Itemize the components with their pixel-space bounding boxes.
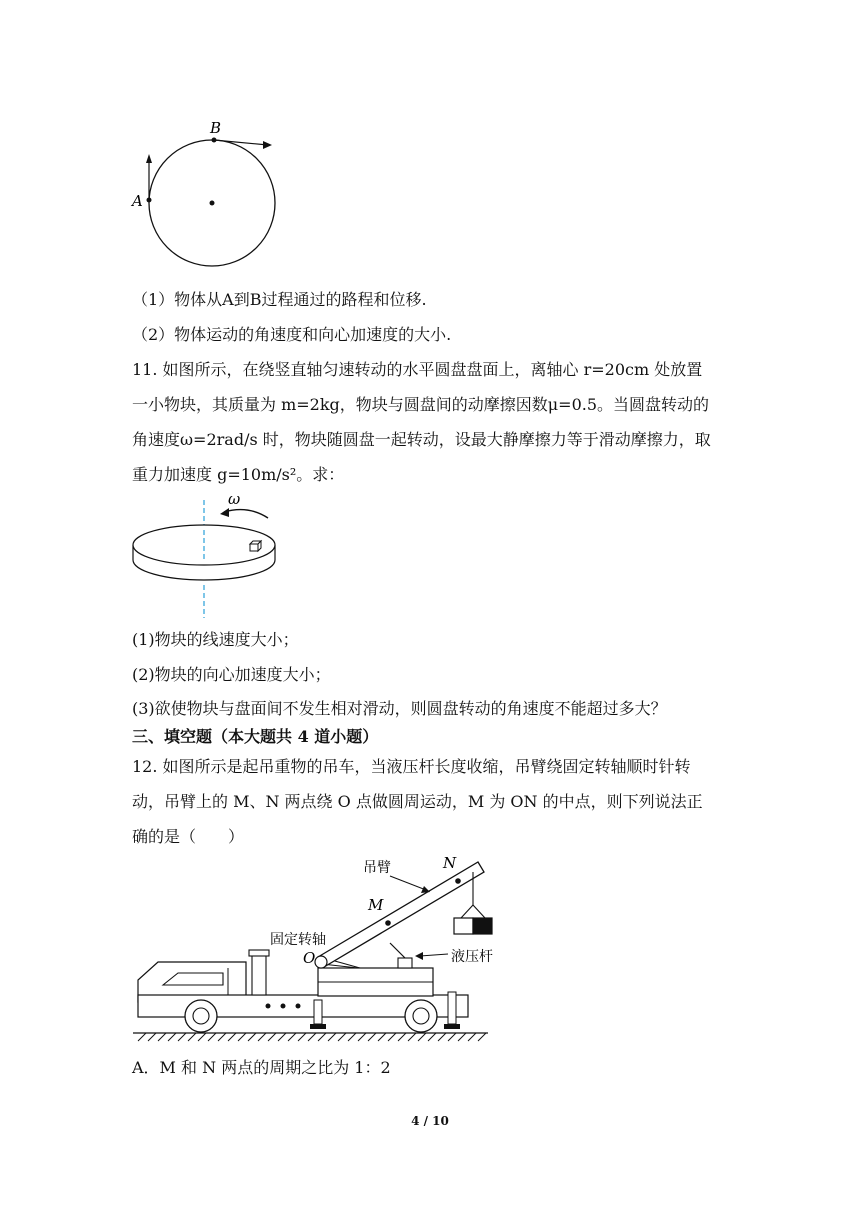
label-a: A	[132, 192, 143, 210]
label-b: B	[210, 119, 222, 137]
block-icon	[250, 541, 261, 551]
velocity-arrow-b	[214, 140, 268, 145]
hydraulic-rod-link	[390, 943, 405, 958]
rear-column-cap	[249, 950, 269, 956]
label-rod: 液压杆	[451, 949, 493, 965]
label-arm: 吊臂	[363, 860, 391, 876]
bolt	[281, 1004, 286, 1009]
arrowhead-a	[146, 154, 152, 163]
q11-line2: 一小物块，其质量为 m=2kg，物块与圆盘间的动摩擦因数μ=0.5。当圆盘转动的	[132, 395, 710, 414]
pivot-o	[315, 956, 327, 968]
q11-line1: 11. 如图所示，在绕竖直轴匀速转动的水平圆盘盘面上，离轴心 r=20cm 处放置	[132, 360, 703, 379]
hydraulic-rod	[398, 958, 412, 968]
q11-sub2: (2)物块的向心加速度大小；	[132, 665, 331, 684]
load-block-black	[473, 918, 492, 934]
rotation-arrowhead	[220, 508, 229, 517]
label-m: M	[368, 896, 384, 914]
q11-line3: 角速度ω=2rad/s 时，物块随圆盘一起转动，设最大静摩擦力等于滑动摩擦力，取	[132, 430, 711, 449]
rod-pointer-head	[415, 952, 423, 960]
bolt	[266, 1004, 271, 1009]
point-n-dot	[455, 878, 461, 884]
q12-option-a: A．M 和 N 两点的周期之比为 1：2	[132, 1058, 391, 1077]
label-o: O	[303, 949, 316, 967]
rotating-disk-figure	[128, 490, 288, 620]
section3-heading: 三、填空题（本大题共 4 道小题）	[132, 727, 379, 746]
rotation-arrow	[224, 510, 268, 518]
q11-sub1: (1)物块的线速度大小；	[132, 630, 299, 649]
sling	[473, 905, 485, 918]
arm-pointer-head	[421, 886, 430, 893]
crane-truck-figure	[128, 850, 498, 1050]
q12-line3: 确的是（ ）	[132, 827, 245, 846]
center-dot	[210, 201, 215, 206]
q10-sub2: （2）物体运动的角速度和向心加速度的大小.	[132, 325, 452, 344]
page-number: 4 / 10	[411, 1114, 449, 1128]
rod-pointer	[420, 954, 448, 956]
sling	[461, 905, 473, 918]
point-m-dot	[385, 920, 391, 926]
q11-line4: 重力加速度 g=10m/s²。求：	[132, 465, 345, 484]
q12-line2: 动，吊臂上的 M、N 两点绕 O 点做圆周运动，M 为 ON 的中点，则下列说法正	[132, 792, 703, 811]
rear-column	[252, 955, 266, 995]
q11-sub3: (3)欲使物块与盘面间不发生相对滑动，则圆盘转动的角速度不能超过多大？	[132, 699, 667, 718]
circle-motion-figure	[128, 118, 288, 268]
bolt	[296, 1004, 301, 1009]
arm-pointer	[390, 876, 426, 890]
ground-hatching	[138, 1033, 486, 1041]
wheel	[405, 1000, 437, 1032]
label-n: N	[443, 854, 457, 872]
label-axis: 固定转轴	[270, 932, 326, 948]
omega-label: ω	[228, 490, 241, 508]
wheel	[185, 1000, 217, 1032]
load-block-white	[454, 918, 473, 934]
arrowhead-b	[263, 141, 272, 149]
q12-line1: 12. 如图所示是起吊重物的吊车，当液压杆长度收缩，吊臂绕固定转轴顺时针转	[132, 757, 691, 776]
q10-sub1: （1）物体从A到B过程通过的路程和位移.	[132, 290, 427, 309]
